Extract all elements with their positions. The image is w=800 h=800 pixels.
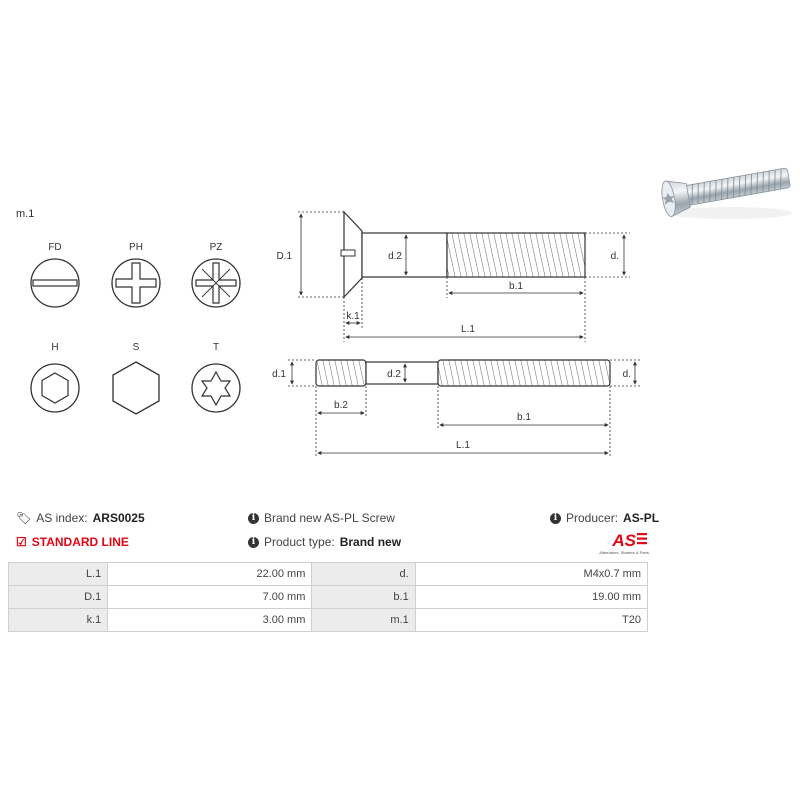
top-b1-label: b.1: [509, 281, 523, 292]
standard-line-label: STANDARD LINE: [31, 535, 129, 549]
spec-value: 7.00 mm: [108, 586, 312, 609]
specs-table: [8, 562, 648, 632]
as-index-value: ARS0025: [92, 511, 145, 525]
hex-head-icon: [113, 362, 159, 414]
thread-section: [447, 233, 585, 277]
countersunk-screw-drawing: [341, 212, 585, 297]
table-row: [9, 563, 648, 586]
logo-text: AS: [612, 531, 636, 550]
head-ph-label: PH: [129, 242, 143, 253]
head-t-label: T: [212, 342, 220, 353]
spec-label: k.1: [9, 609, 108, 632]
head-s-label: S: [132, 342, 140, 353]
as-pl-logo: [584, 529, 650, 557]
table-row: [9, 586, 648, 609]
head-ph: [112, 242, 160, 307]
spec-label: D.1: [9, 586, 108, 609]
logo-tagline: Alternators, Starters & Parts: [599, 550, 649, 555]
producer-label: Producer:: [566, 511, 619, 525]
table-row: [9, 609, 648, 632]
producer-value: AS-PL: [623, 511, 660, 525]
as-index-label: AS index:: [36, 511, 88, 525]
spec-label: d.: [312, 563, 415, 586]
spec-label: b.1: [312, 586, 415, 609]
head-h-label: H: [51, 342, 59, 353]
spec-value: 22.00 mm: [108, 563, 312, 586]
bottom-d-label: d.: [622, 369, 631, 380]
head-fd-label: FD: [48, 242, 62, 253]
mark-label: m.1: [16, 208, 35, 220]
head-fd: [31, 242, 79, 307]
spec-value: 3.00 mm: [108, 609, 312, 632]
checkbox-checked-icon: ☑: [16, 535, 27, 549]
product-type-row: [248, 535, 401, 549]
stud-screw-drawing: [316, 360, 610, 386]
head-pz: [192, 242, 240, 307]
spec-label: m.1: [312, 609, 415, 632]
description-text: Brand new AS-PL Screw: [264, 511, 395, 525]
bottom-l1-label: L.1: [456, 440, 470, 451]
tags-icon: 🏷︎: [16, 511, 32, 525]
spec-value: M4x0.7 mm: [415, 563, 647, 586]
description-row: [248, 511, 395, 525]
head-pz-label: PZ: [209, 242, 223, 253]
top-d-label: d.: [610, 251, 619, 262]
top-k1-label: k.1: [346, 311, 360, 322]
head-s: [113, 342, 159, 414]
info-icon: i: [550, 513, 561, 524]
standard-line-row: [16, 535, 129, 549]
bottom-b1-label: b.1: [517, 412, 531, 423]
product-photo: [660, 160, 792, 219]
head-h: [31, 342, 79, 412]
top-d2-label: d.2: [388, 251, 402, 262]
head-t: [192, 342, 240, 412]
as-index-row: [16, 511, 145, 525]
producer-row: [550, 511, 659, 525]
top-l1-label: L.1: [461, 324, 475, 335]
info-icon: i: [248, 537, 259, 548]
spec-value: T20: [415, 609, 647, 632]
info-icon: i: [248, 513, 259, 524]
top-d1-label: D.1: [276, 251, 292, 262]
bottom-d2-label: d.2: [387, 369, 401, 380]
product-type-label: Product type:: [264, 535, 335, 549]
bottom-d1-label: d.1: [272, 369, 286, 380]
product-type-value: Brand new: [339, 535, 402, 549]
bottom-b2-label: b.2: [334, 400, 348, 411]
spec-value: 19.00 mm: [415, 586, 647, 609]
spec-label: L.1: [9, 563, 108, 586]
